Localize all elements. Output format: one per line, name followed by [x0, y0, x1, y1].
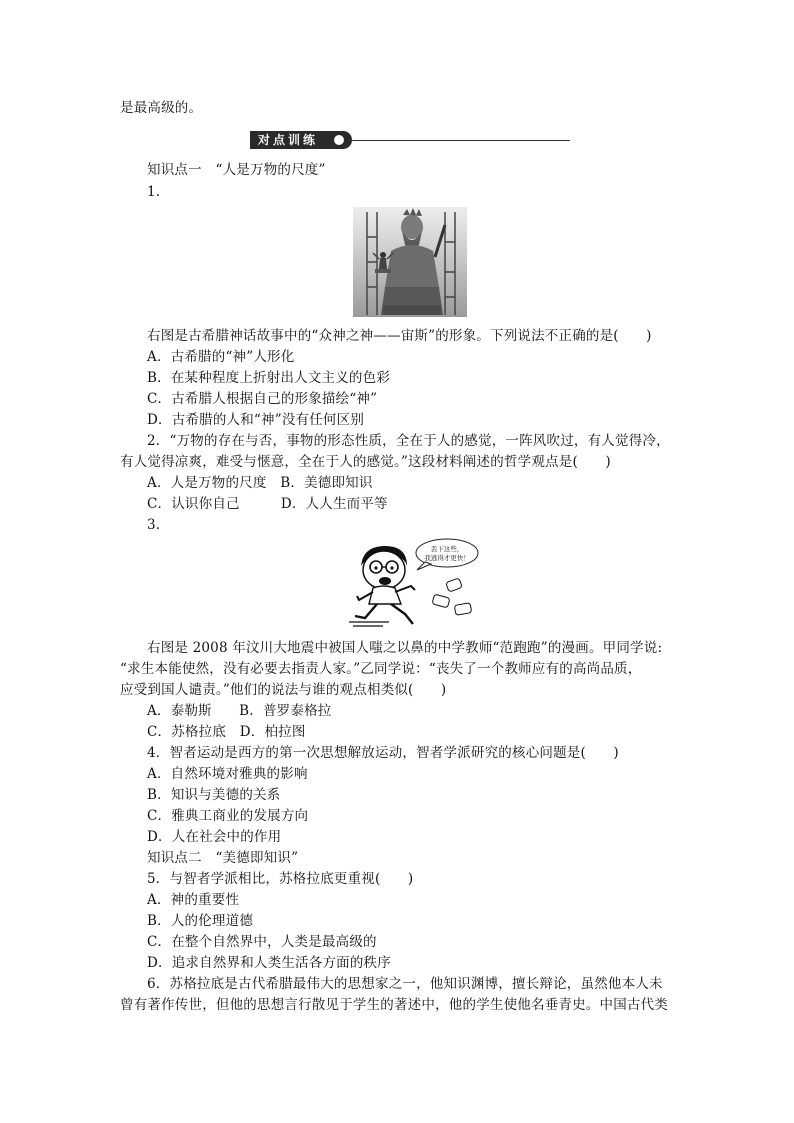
q6-line2: 曾有著作传世，但他的思想言行散见于学生的著述中，他的学生使他名垂青史。中国古代类	[120, 997, 668, 1013]
q4-option-a: A．自然环境对雅典的影响	[147, 766, 308, 782]
zeus-statue-picture	[353, 207, 467, 317]
q2-options-row2: C．认识你自己 D．人人生而平等	[147, 496, 388, 512]
q5-option-b: B．人的伦理道德	[147, 913, 254, 929]
banner-rule	[352, 140, 570, 141]
q3-options-row2: C．苏格拉底 D．柏拉图	[147, 724, 306, 740]
q5-option-d: D．追求自然界和人类生活各方面的秩序	[147, 955, 391, 971]
q2-options-row1: A．人是万物的尺度 B．美德即知识	[147, 475, 373, 491]
q4-option-b: B．知识与美德的关系	[147, 787, 281, 803]
q3-number: 3.	[147, 517, 161, 533]
q4-option-c: C．雅典工商业的发展方向	[147, 808, 309, 824]
zeus-statue-icon	[353, 207, 467, 317]
running-teacher-cartoon	[347, 538, 479, 630]
q5-option-c: C．在整个自然界中，人类是最高级的	[147, 934, 377, 950]
banner-dot-icon	[334, 135, 344, 145]
q1-option-b: B．在某种程度上折射出人文主义的色彩	[147, 370, 391, 386]
q1-number: 1.	[147, 184, 161, 200]
q1-option-c: C．古希腊人根据自己的形象描绘“神”	[147, 391, 378, 407]
q3-line3: 应受到国人谴责。”他们的说法与谁的观点相类似( )	[120, 682, 447, 698]
q3-line1: 右图是 2008 年汶川大地震中被国人嗤之以鼻的中学教师“范跑跑”的漫画。甲同学说:	[147, 640, 663, 656]
bubble-line2: 我逃得才更快！	[424, 554, 470, 562]
running-teacher-icon	[347, 538, 479, 630]
q2-line1: 2．“万物的存在与否，事物的形态性质，全在于人的感觉，一阵风吹过，有人觉得冷，	[147, 433, 670, 449]
section2-title: 知识点二 “美德即知识”	[147, 850, 299, 866]
q2-line2: 有人觉得凉爽，难受与惬意，全在于人的感觉。”这段材料阐述的哲学观点是( )	[120, 454, 611, 470]
intro-tail-text: 是最高级的。	[120, 100, 203, 116]
banner-label: 对点训练	[250, 131, 352, 149]
bubble-line1: 丢下这些，	[430, 545, 464, 553]
q3-options-row1: A．泰勒斯 B．普罗泰格拉	[147, 703, 332, 719]
q1-stem: 右图是古希腊神话故事中的“众神之神——宙斯”的形象。下列说法不正确的是( )	[147, 328, 652, 344]
section1-title: 知识点一 “人是万物的尺度”	[147, 162, 326, 178]
q4-option-d: D．人在社会中的作用	[147, 829, 282, 845]
practice-banner	[250, 131, 570, 149]
q4-stem: 4．智者运动是西方的第一次思想解放运动，智者学派研究的核心问题是( )	[147, 745, 619, 761]
q1-option-d: D．古希腊的人和“神”没有任何区别	[147, 412, 365, 428]
q1-option-a: A．古希腊的“神”人形化	[147, 349, 295, 365]
q6-line1: 6．苏格拉底是古代希腊最伟大的思想家之一，他知识渊博，擅长辩论，虽然他本人未	[147, 976, 663, 992]
q5-option-a: A．神的重要性	[147, 892, 240, 908]
q3-line2: “求生本能使然，没有必要去指责人家。”乙同学说：“丧失了一个教师应有的高尚品质，	[120, 661, 642, 677]
q5-stem: 5．与智者学派相比，苏格拉底更重视( )	[147, 871, 414, 887]
